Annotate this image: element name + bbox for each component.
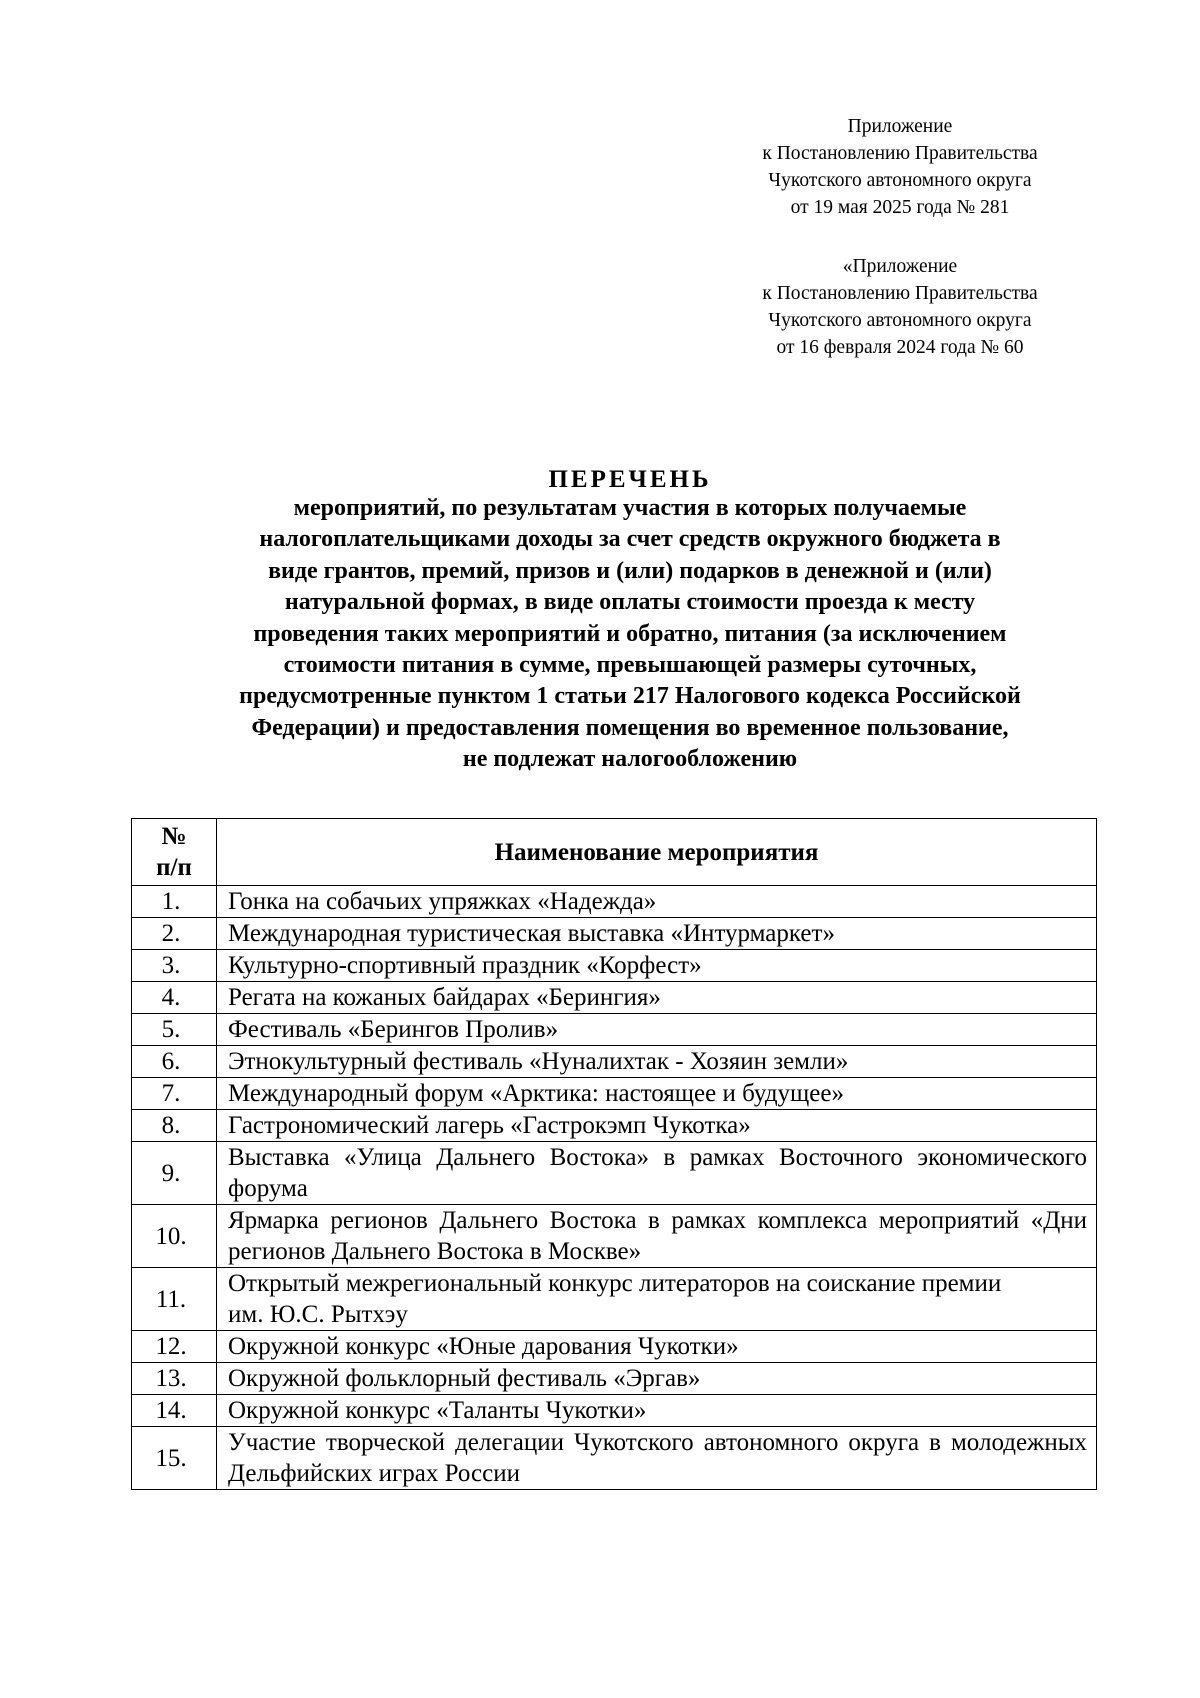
row-number: 3. — [132, 950, 217, 982]
event-name-text: Этнокультурный фестиваль «Нуналихтак - Хозяин земли» — [228, 1048, 849, 1075]
subtitle-line: проведения таких мероприятий и обратно, питания (за исключением — [253, 620, 1007, 647]
row-number: 8. — [132, 1110, 217, 1142]
event-name-text: Гонка на собачьих упряжках «Надежда» — [228, 888, 657, 915]
table-row — [132, 1046, 1097, 1078]
event-name-text: Международный форум «Арктика: настоящее и будущее» — [228, 1080, 844, 1107]
event-name-text: Культурно-спортивный праздник «Корфест» — [228, 952, 702, 979]
event-name-text: Международная туристическая выставка «Интурмаркет» — [228, 920, 835, 947]
table-row — [132, 1110, 1097, 1142]
subtitle-line: не подлежат налогообложению — [462, 746, 798, 773]
table-row — [132, 982, 1097, 1014]
row-number: 2. — [132, 918, 217, 950]
event-name-text: Выставка «Улица Дальнего Востока» в рамках Восточного экономического форума — [228, 1144, 1087, 1202]
table-row — [132, 1014, 1097, 1046]
appendix-line: к Постановлению Правительства — [762, 143, 1038, 164]
appendix-line: к Постановлению Правительства — [762, 283, 1038, 304]
event-name-text: Открытый межрегиональный конкурс литераторов на соискание премии — [228, 1270, 1002, 1297]
header-number-cell — [132, 819, 217, 886]
table-row — [132, 1363, 1097, 1395]
row-event-name — [217, 1331, 1097, 1363]
appendix-line: «Приложение — [842, 256, 958, 277]
row-event-name — [217, 950, 1097, 982]
subtitle-line: натуральной формах, в виде оплаты стоимости проезда к месту — [284, 589, 976, 616]
event-name-text: Ярмарка регионов Дальнего Востока в рамках комплекса мероприятий «Дни регионов Дальнего Востока в Москве» — [228, 1207, 1087, 1265]
appendix-line: Чукотского автономного округа — [768, 310, 1032, 331]
table-row — [132, 1395, 1097, 1427]
row-event-name — [217, 982, 1097, 1014]
table-row — [132, 1142, 1097, 1205]
subtitle-line: мероприятий, по результатам участия в которых получаемые — [293, 495, 967, 521]
subtitle-line: предусмотренные пунктом 1 статьи 217 Налогового кодекса Российской — [239, 683, 1021, 710]
row-number: 1. — [132, 886, 217, 918]
row-event-name — [217, 1142, 1097, 1205]
table-row — [132, 1427, 1097, 1490]
event-name-text: Гастрономический лагерь «Гастрокэмп Чукотка» — [228, 1112, 751, 1139]
document-subtitle — [130, 493, 1130, 776]
appendix-line: Приложение — [847, 116, 953, 137]
table-row — [132, 1078, 1097, 1110]
table-row — [132, 950, 1097, 982]
appendix-block-original — [700, 253, 1100, 361]
row-number: 15. — [132, 1427, 217, 1490]
row-event-name — [217, 1427, 1097, 1490]
row-number: 7. — [132, 1078, 217, 1110]
event-name-continuation: им. Ю.С. Рытхэу — [228, 1301, 408, 1328]
appendix-line: Чукотского автономного округа — [768, 170, 1032, 191]
row-event-name — [217, 918, 1097, 950]
event-name-text: Фестиваль «Берингов Пролив» — [228, 1016, 559, 1043]
event-name-text: Участие творческой делегации Чукотского автономного округа в молодежных Дельфийских играх России — [228, 1429, 1087, 1487]
event-name-text: Окружной конкурс «Таланты Чукотки» — [228, 1397, 647, 1424]
row-number: 13. — [132, 1363, 217, 1395]
row-event-name — [217, 1014, 1097, 1046]
table-row — [132, 1205, 1097, 1268]
row-event-name — [217, 1205, 1097, 1268]
appendix-line: от 16 февраля 2024 года № 60 — [776, 337, 1024, 358]
appendix-block-current — [700, 113, 1100, 221]
event-name-text: Окружной фольклорный фестиваль «Эргав» — [228, 1365, 701, 1392]
row-number: 14. — [132, 1395, 217, 1427]
header-name-cell: Наименование мероприятия — [217, 819, 1097, 886]
table-row — [132, 918, 1097, 950]
row-event-name — [217, 1268, 1097, 1331]
row-number: 6. — [132, 1046, 217, 1078]
row-event-name — [217, 1110, 1097, 1142]
header-number-label: п/п — [156, 854, 192, 881]
row-number: 9. — [132, 1142, 217, 1205]
event-name-text: Регата на кожаных байдарах «Берингия» — [228, 984, 661, 1011]
header-number-sign: № — [161, 823, 187, 850]
row-event-name — [217, 1078, 1097, 1110]
subtitle-line: налогоплательщиками доходы за счет средств окружного бюджета в — [259, 526, 1001, 553]
row-number: 10. — [132, 1205, 217, 1268]
row-event-name — [217, 1395, 1097, 1427]
row-event-name — [217, 1363, 1097, 1395]
table-row — [132, 1331, 1097, 1363]
appendix-line: от 19 мая 2025 года № 281 — [790, 197, 1010, 218]
row-event-name — [217, 886, 1097, 918]
subtitle-line: виде грантов, премий, призов и (или) подарков в денежной и (или) — [268, 557, 992, 584]
subtitle-line: Федерации) и предоставления помещения во временное пользование, — [251, 714, 1009, 741]
table-row — [132, 1268, 1097, 1331]
events-table — [131, 818, 1097, 1490]
table-row — [132, 886, 1097, 918]
row-number: 4. — [132, 982, 217, 1014]
table-header-row — [132, 819, 1097, 886]
subtitle-line: стоимости питания в сумме, превышающей размеры суточных, — [283, 652, 977, 679]
row-number: 5. — [132, 1014, 217, 1046]
document-title: ПЕРЕЧЕНЬ — [548, 466, 712, 493]
row-number: 11. — [132, 1268, 217, 1331]
event-name-text: Окружной конкурс «Юные дарования Чукотки» — [228, 1333, 739, 1360]
row-event-name — [217, 1046, 1097, 1078]
row-number: 12. — [132, 1331, 217, 1363]
